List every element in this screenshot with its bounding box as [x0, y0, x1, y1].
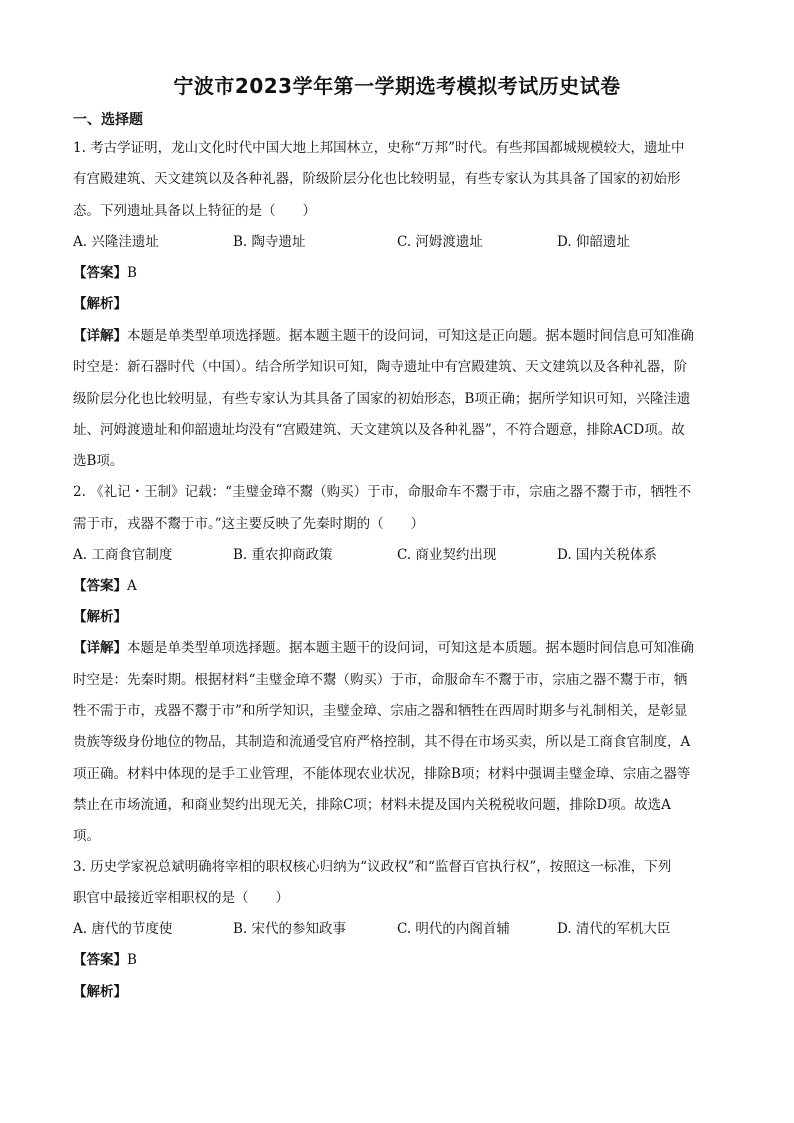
detail-text: 本题是单类型单项选择题。据本题主题干的设问词，可知这是本质题。据本题时间信息可知准确: [127, 640, 694, 656]
answer-label: 【答案】: [73, 578, 127, 594]
q1-option-a: A. 兴隆洼遗址: [73, 234, 159, 250]
q3-option-d: D. 清代的军机大臣: [557, 921, 671, 937]
answer-value: B: [127, 952, 137, 968]
q2-detail-line: 项。: [73, 828, 100, 844]
answer-value: A: [127, 578, 137, 594]
q1-stem-line: 态。下列遗址具备以上特征的是（ ）: [73, 203, 316, 219]
q1-detail-line: 选B项。: [73, 453, 124, 469]
q3-stem-line: 3. 历史学家祝总斌明确将宰相的职权核心归纳为“议政权”和“监督百官执行权”，按照这一标准，下列: [73, 859, 672, 875]
q2-detail-line: 时空是：先秦时期。根据材料“圭璧金璋不鬻（购买）于市，命服命车不鬻于市，宗庙之器不鬻于市，牺: [73, 672, 688, 688]
q1-detail-line: [73, 326, 694, 346]
q2-detail-line: 牲不需于市，戎器不鬻于市”和所学知识，圭璧金璋、宗庙之器和牺牲在西周时期多与礼制相关，是彰显: [73, 703, 688, 719]
q1-stem-line: 有宫殿建筑、天文建筑以及各种礼器，阶级阶层分化也比较明显，有些专家认为其具备了国家的初始形: [73, 171, 681, 187]
answer-label: 【答案】: [73, 952, 127, 968]
q2-detail-line: 项正确。材料中体现的是手工业管理，不能体现农业状况，排除B项；材料中强调圭璧金璋、宗庙之器等: [73, 766, 691, 782]
q1-detail-line: 级阶层分化也比较明显，有些专家认为其具备了国家的初始形态，B项正确；据所学知识可知，兴隆洼遗: [73, 391, 691, 407]
q2-detail-line: 贵族等级身份地位的物品，其制造和流通受官府严格控制，其不得在市场买卖，所以是工商食官制度，A: [73, 734, 691, 750]
detail-label: 【详解】: [73, 640, 127, 656]
answer-value: B: [127, 265, 137, 281]
answer-label: 【答案】: [73, 265, 127, 281]
detail-text: 本题是单类型单项选择题。据本题主题干的设问词，可知这是正向题。据本题时间信息可知准确: [127, 328, 694, 344]
q3-stem-line: 职官中最接近宰相职权的是（ ）: [73, 890, 289, 906]
detail-label: 【详解】: [73, 328, 127, 344]
q2-stem-line: 2. 《礼记・王制》记载：“圭璧金璋不鬻（购买）于市，命服命车不鬻于市，宗庙之器不鬻于市，牺牲不: [73, 484, 692, 500]
section-heading: 一、选择题: [73, 112, 143, 128]
q3-answer: [73, 950, 137, 970]
q2-option-a: A. 工商食官制度: [73, 547, 173, 563]
q2-analysis-label: 【解析】: [73, 609, 127, 625]
q1-answer: [73, 263, 137, 283]
q3-option-a: A. 唐代的节度使: [73, 921, 173, 937]
q2-option-b: B. 重农抑商政策: [233, 547, 333, 563]
q1-option-b: B. 陶寺遗址: [233, 234, 306, 250]
q3-analysis-label: 【解析】: [73, 984, 127, 1000]
q3-option-c: C. 明代的内阁首辅: [397, 921, 510, 937]
q1-detail-line: 时空是：新石器时代（中国）。结合所学知识可知，陶寺遗址中有宫殿建筑、天文建筑以及各种礼器，阶: [73, 359, 688, 375]
q2-stem-line: 需于市，戎器不鬻于市。”这主要反映了先秦时期的（ ）: [73, 516, 425, 532]
page-title: 宁波市2023学年第一学期选考模拟考试历史试卷: [173, 74, 621, 98]
q2-detail-line: 禁止在市场流通，和商业契约出现无关，排除C项；材料未提及国内关税税收问题，排除D项。故选A: [73, 797, 671, 813]
q2-answer: [73, 576, 137, 596]
q2-detail-line: [73, 638, 694, 658]
q1-option-d: D. 仰韶遗址: [557, 234, 630, 250]
q1-option-c: C. 河姆渡遗址: [397, 234, 483, 250]
q1-detail-line: 址、河姆渡遗址和仰韶遗址均没有“宫殿建筑、天文建筑以及各种礼器”，不符合题意，排除ACD项。故: [73, 422, 685, 438]
q2-option-c: C. 商业契约出现: [397, 547, 497, 563]
q2-option-d: D. 国内关税体系: [557, 547, 657, 563]
q1-analysis-label: 【解析】: [73, 296, 127, 312]
q3-option-b: B. 宋代的参知政事: [233, 921, 347, 937]
q1-stem-line: 1. 考古学证明，龙山文化时代中国大地上邦国林立，史称“万邦”时代。有些邦国都城规模较大，遗址中: [73, 140, 685, 156]
